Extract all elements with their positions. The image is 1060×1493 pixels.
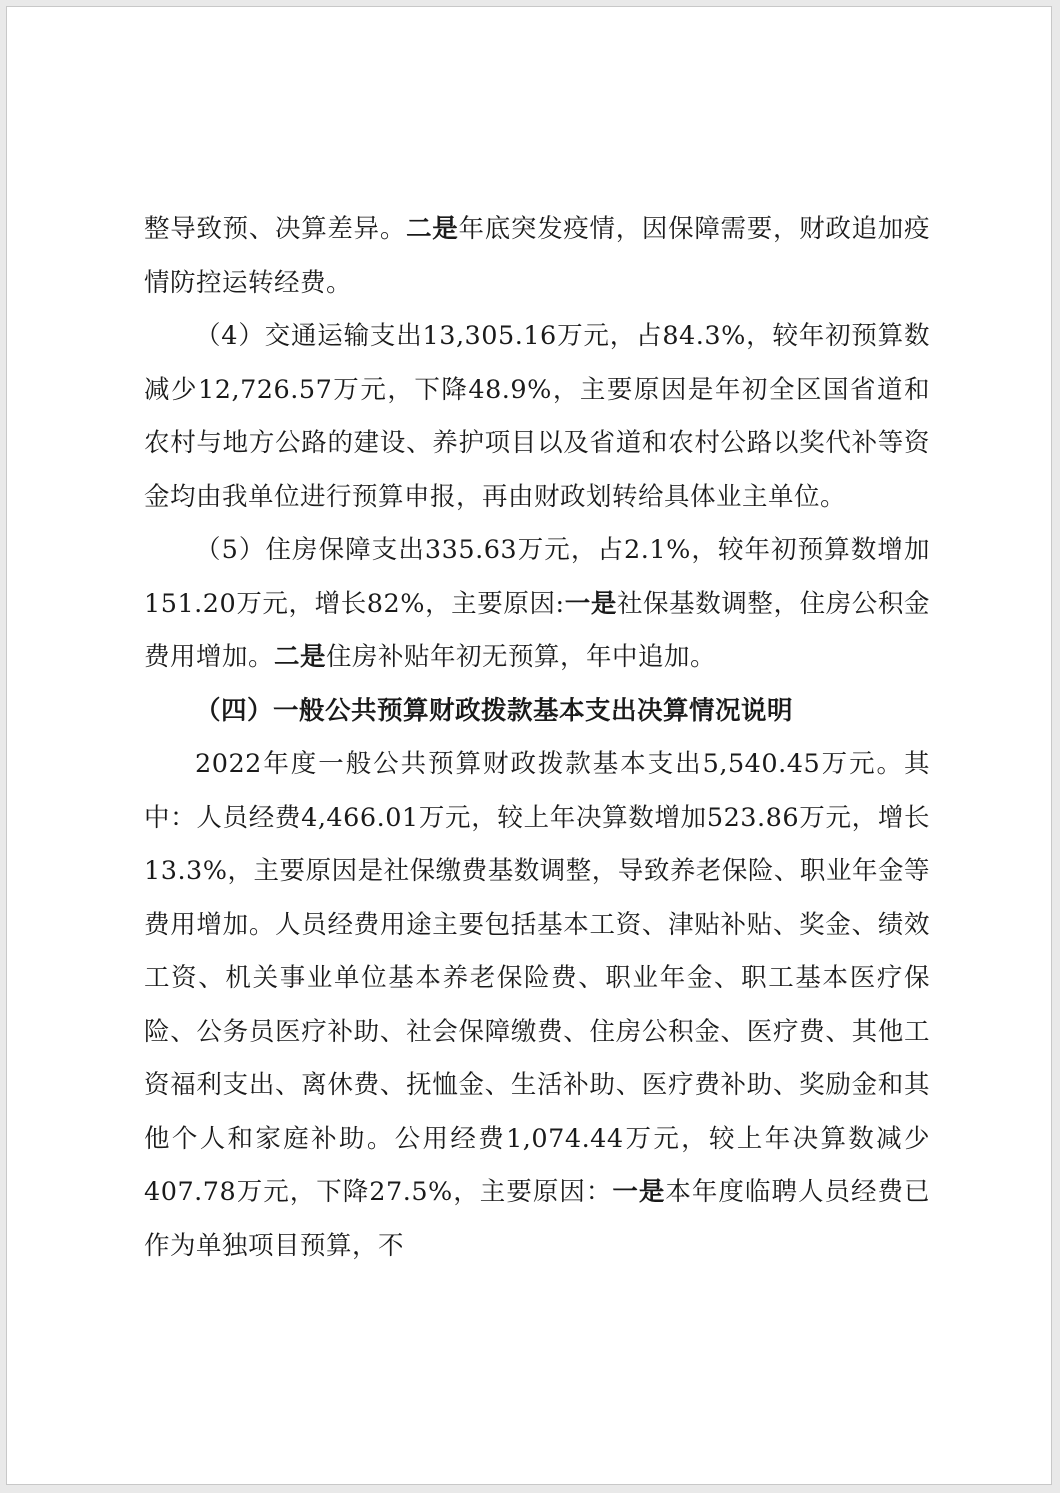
paragraph-budget-variance (144, 203, 930, 310)
paragraph-housing-expenditure (144, 524, 930, 685)
text-segment: 2022年度一般公共预算财政拨款基本支出5,540.45万元。其中：人员经费4,466.01万元，较上年决算数增加523.86万元，增长13.3%，主要原因是社保缴费基数调整，导致养老保险、职业年金等费用增加。人员经费用途主要包括基本工资、津贴补贴、奖金、绩效工资、机关事业单位基本养老保险费、职业年金、职工基本医疗保险、公务员医疗补助、社会保障缴费、住房公积金、医疗费、其他工资福利支出、离休费、抚恤金、生活补助、医疗费补助、奖励金和其他个人和家庭补助。公用经费1,074.44万元，较上年决算数减少407.78万元，下降27.5%，主要原因： (144, 749, 930, 1207)
text-segment: （5）住房保障支出335.63万元，占2.1%，较年初预算数增加151.20万元，增长82%，主要原因: (144, 535, 930, 619)
text-segment: 本年度临聘人员经费已作为单独项目预算，不 (144, 1177, 930, 1261)
document-page (6, 6, 1052, 1485)
emphasis-first: 一是 (612, 1177, 666, 1207)
emphasis-first: 一是 (564, 588, 617, 619)
paragraph-transport-expenditure: （4）交通运输支出13,305.16万元，占84.3%，较年初预算数减少12,726.57万元，下降48.9%，主要原因是年初全区国省道和农村与地方公路的建设、养护项目以及省道和农村公路以奖代补等资金均由我单位进行预算申报，再由财政划转给具体业主单位。 (144, 321, 930, 512)
emphasis-second: 二是 (406, 214, 459, 244)
text-segment: 年底突发疫情，因保障需要，财政追加疫情防控运转经费。 (144, 214, 930, 298)
text-segment: 社保基数调整，住房公积金费用增加。 (144, 588, 930, 672)
section-heading: （四）一般公共预算财政拨款基本支出决算情况说明 (195, 695, 794, 726)
text-segment: 整导致预、决算差异。 (144, 214, 407, 244)
emphasis-second: 二是 (274, 642, 327, 672)
document-body (144, 203, 930, 1273)
text-segment: 住房补贴年初无预算，年中追加。 (326, 642, 717, 672)
paragraph-basic-expenditure (144, 738, 930, 1273)
